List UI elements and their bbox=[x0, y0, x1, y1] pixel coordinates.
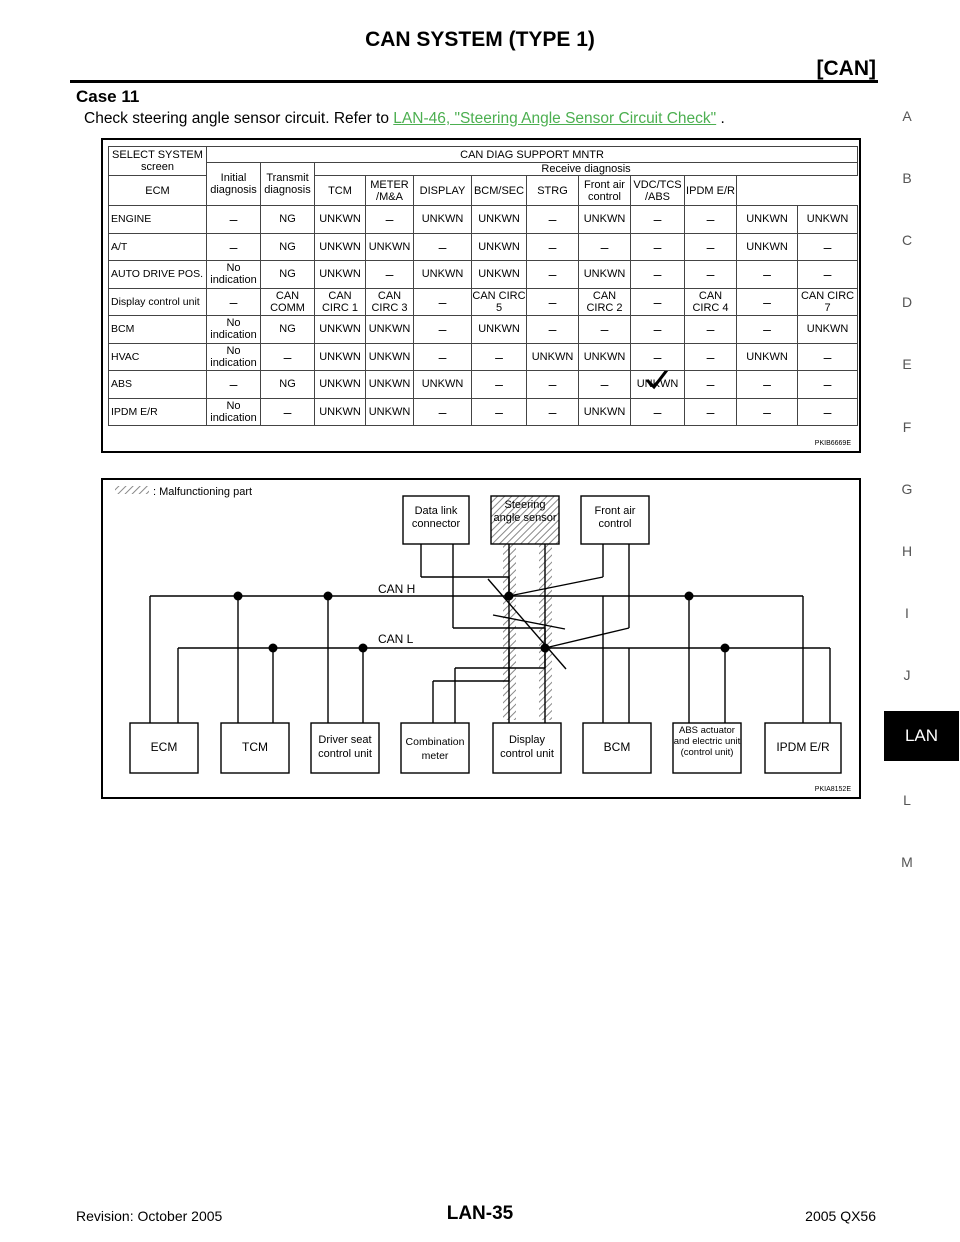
combination-meter-label: Combination meter bbox=[405, 736, 465, 762]
table-cell: – bbox=[631, 206, 685, 234]
table-row bbox=[109, 233, 858, 261]
table-cell: UNKWN bbox=[366, 233, 414, 261]
data-link-connector-label: Data link connector bbox=[411, 505, 461, 530]
section-label: [CAN] bbox=[816, 57, 876, 80]
display-control-unit-label: Display control unit bbox=[500, 734, 554, 760]
table-cell: UNKWN bbox=[472, 233, 527, 261]
table-cell: No indication bbox=[207, 398, 261, 426]
table-row bbox=[109, 316, 858, 344]
table-cell: – bbox=[631, 316, 685, 344]
table-cell: – bbox=[414, 398, 472, 426]
table-cell: CAN CIRC 5 bbox=[472, 289, 526, 314]
wiring-diagram bbox=[103, 480, 859, 797]
legend-hatch-icon bbox=[115, 486, 149, 494]
table-cell: UNKWN bbox=[579, 206, 631, 234]
table-cell: – bbox=[631, 261, 685, 289]
table-cell: – bbox=[798, 343, 858, 371]
table-cell: – bbox=[207, 206, 261, 234]
sidebar-tab-lan[interactable]: LAN bbox=[884, 711, 959, 761]
page-number: LAN-35 bbox=[446, 1203, 514, 1224]
table-cell: – bbox=[798, 371, 858, 399]
diagnosis-table bbox=[108, 146, 858, 426]
ecm-label: ECM bbox=[150, 740, 178, 754]
table-cell: – bbox=[527, 233, 579, 261]
table-cell: – bbox=[685, 316, 737, 344]
table-cell: UNKWN bbox=[472, 316, 527, 344]
junction-dot bbox=[721, 644, 730, 653]
table-cell: – bbox=[737, 261, 798, 289]
can-h-label: CAN H bbox=[378, 582, 416, 596]
table-cell: UNKWN bbox=[737, 343, 798, 371]
table-cell: – bbox=[472, 343, 527, 371]
row-label: AUTO DRIVE POS. bbox=[109, 261, 207, 289]
table-cell: UNKWN bbox=[631, 371, 685, 399]
table-cell: UNKWN bbox=[737, 206, 798, 234]
table-cell: – bbox=[261, 343, 315, 371]
table-cell: – bbox=[631, 233, 685, 261]
table-cell: UNKWN bbox=[315, 398, 366, 426]
row-label: ENGINE bbox=[109, 206, 207, 234]
column-header: DISPLAY bbox=[414, 176, 472, 206]
table-cell: UNKWN bbox=[366, 398, 414, 426]
table-cell: – bbox=[527, 288, 579, 316]
junction-dots bbox=[234, 592, 730, 653]
table-cell: – bbox=[737, 398, 798, 426]
table-cell: UNKWN bbox=[366, 371, 414, 399]
table-row bbox=[109, 288, 858, 316]
table-cell: – bbox=[207, 233, 261, 261]
table-cell: – bbox=[737, 371, 798, 399]
table-cell: NG bbox=[261, 316, 315, 344]
table-cell: – bbox=[414, 288, 472, 316]
column-header: STRG bbox=[527, 176, 579, 206]
instruction bbox=[84, 110, 725, 128]
table-cell: UNKWN bbox=[579, 343, 631, 371]
table-cell: UNKWN bbox=[798, 206, 858, 234]
junction-dot bbox=[324, 592, 333, 601]
table-cell: CAN CIRC 1 bbox=[315, 288, 366, 316]
table-cell: UNKWN bbox=[366, 316, 414, 344]
table-cell: – bbox=[366, 206, 414, 234]
sidebar-letter[interactable]: G bbox=[901, 481, 913, 497]
page-title: CAN SYSTEM (TYPE 1) bbox=[365, 28, 595, 51]
table-cell: – bbox=[631, 398, 685, 426]
table-cell: UNKWN bbox=[798, 316, 858, 344]
table-cell: UNKWN bbox=[737, 233, 798, 261]
table-cell: UNKWN bbox=[315, 343, 366, 371]
table-cell: – bbox=[527, 261, 579, 289]
table-cell: No indication bbox=[207, 316, 261, 344]
table-cell: No indication bbox=[207, 343, 261, 371]
table-cell: – bbox=[798, 233, 858, 261]
column-header: IPDM E/R bbox=[685, 176, 737, 206]
table-cell: UNKWN bbox=[414, 206, 472, 234]
sidebar-letter[interactable]: F bbox=[902, 419, 912, 435]
row-label: ABS bbox=[109, 371, 207, 399]
table-cell: UNKWN bbox=[472, 261, 527, 289]
column-header: Front air control bbox=[579, 176, 631, 206]
table-cell: – bbox=[579, 233, 631, 261]
table-cell: CAN CIRC 7 bbox=[798, 288, 858, 316]
table-cell: – bbox=[631, 288, 685, 316]
table-cell: – bbox=[527, 316, 579, 344]
table-cell: – bbox=[261, 398, 315, 426]
table-cell: – bbox=[414, 233, 472, 261]
can-wiring-figure bbox=[101, 478, 861, 799]
can-diag-header: CAN DIAG SUPPORT MNTR bbox=[207, 147, 858, 163]
column-header: VDC/TCS /ABS bbox=[631, 176, 685, 206]
row-label: HVAC bbox=[109, 343, 207, 371]
junction-dot bbox=[269, 644, 278, 653]
table-cell: – bbox=[685, 206, 737, 234]
select-system-header: SELECT SYSTEM screen bbox=[109, 147, 207, 176]
sidebar-letter[interactable]: E bbox=[902, 356, 912, 372]
sidebar-letter[interactable]: M bbox=[901, 854, 913, 870]
sidebar-letter[interactable]: D bbox=[901, 294, 913, 310]
abs-actuator-label: ABS actuator and electric unit (control unit) bbox=[673, 725, 741, 758]
footer-revision: Revision: October 2005 bbox=[76, 1208, 223, 1224]
table-cell: CAN CIRC 4 bbox=[685, 288, 737, 316]
initial-diagnosis-header: Initial diagnosis bbox=[207, 163, 261, 206]
table-cell: CAN CIRC 2 bbox=[579, 288, 631, 316]
table-cell: NG bbox=[261, 206, 315, 234]
legend-text: : Malfunctioning part bbox=[153, 486, 253, 498]
table-row bbox=[109, 261, 858, 289]
instruction-suffix: . bbox=[720, 110, 725, 127]
table-cell: – bbox=[685, 233, 737, 261]
table-cell: – bbox=[527, 398, 579, 426]
sidebar-letter[interactable]: B bbox=[902, 170, 912, 186]
table-cell: – bbox=[579, 316, 631, 344]
table-cell: – bbox=[685, 343, 737, 371]
diagnosis-table-figure bbox=[101, 138, 861, 453]
ipdm-er-label: IPDM E/R bbox=[776, 740, 830, 754]
table-cell: – bbox=[207, 288, 261, 316]
checkmark-icon bbox=[645, 371, 669, 391]
table-cell: – bbox=[798, 398, 858, 426]
table-cell: – bbox=[737, 316, 798, 344]
junction-dot bbox=[685, 592, 694, 601]
table-cell: – bbox=[207, 371, 261, 399]
sidebar-letter[interactable]: C bbox=[901, 232, 913, 248]
table-cell: – bbox=[414, 343, 472, 371]
table-cell: UNKWN bbox=[414, 261, 472, 289]
front-air-control-label: Front air control bbox=[594, 505, 636, 530]
figure-code: PKIA8152E bbox=[814, 786, 851, 793]
sidebar-letter[interactable]: A bbox=[902, 108, 912, 124]
sidebar-letter[interactable]: I bbox=[905, 605, 909, 621]
reference-link[interactable]: LAN-46, "Steering Angle Sensor Circuit Check" bbox=[393, 110, 717, 127]
table-cell: – bbox=[579, 371, 631, 399]
driver-seat-control-unit-label: Driver seat control unit bbox=[318, 734, 372, 760]
wire-lines bbox=[150, 544, 830, 723]
column-header: BCM/SEC bbox=[472, 176, 527, 206]
table-cell: – bbox=[527, 371, 579, 399]
receive-diagnosis-header: Receive diagnosis bbox=[315, 163, 858, 176]
sidebar-letter[interactable]: L bbox=[903, 792, 911, 808]
table-cell: – bbox=[472, 371, 527, 399]
table-cell: – bbox=[737, 288, 798, 316]
table-cell: UNKWN bbox=[315, 261, 366, 289]
row-label: BCM bbox=[109, 316, 207, 344]
table-cell: NG bbox=[261, 371, 315, 399]
row-label: IPDM E/R bbox=[109, 398, 207, 426]
row-label: Display control unit bbox=[109, 288, 207, 316]
table-cell: – bbox=[366, 261, 414, 289]
steering-angle-sensor-label: Steering angle sensor bbox=[493, 499, 557, 524]
table-cell: No indication bbox=[207, 261, 261, 289]
table-cell: – bbox=[631, 343, 685, 371]
table-row bbox=[109, 398, 858, 426]
tcm-label: TCM bbox=[242, 740, 268, 754]
table-cell: – bbox=[472, 398, 527, 426]
header-rule bbox=[70, 80, 878, 83]
table-cell: CAN COMM bbox=[261, 288, 315, 316]
column-header: METER /M&A bbox=[366, 176, 414, 206]
sidebar-letter[interactable]: H bbox=[901, 543, 913, 559]
table-cell: – bbox=[527, 206, 579, 234]
table-cell: – bbox=[685, 398, 737, 426]
column-header: ECM bbox=[109, 176, 207, 206]
footer-model: 2005 QX56 bbox=[805, 1208, 876, 1224]
table-cell: UNKWN bbox=[579, 261, 631, 289]
table-cell: UNKWN bbox=[315, 206, 366, 234]
column-header: TCM bbox=[315, 176, 366, 206]
table-cell: – bbox=[414, 316, 472, 344]
table-cell: UNKWN bbox=[527, 343, 579, 371]
row-label: A/T bbox=[109, 233, 207, 261]
table-row bbox=[109, 371, 858, 399]
table-row bbox=[109, 206, 858, 234]
table-cell: UNKWN bbox=[366, 343, 414, 371]
table-cell: – bbox=[798, 261, 858, 289]
table-cell: UNKWN bbox=[579, 398, 631, 426]
table-cell: CAN CIRC 3 bbox=[366, 288, 414, 316]
table-cell: NG bbox=[261, 233, 315, 261]
figure-code: PKIB6669E bbox=[814, 440, 851, 447]
sidebar-letter[interactable]: J bbox=[903, 667, 911, 683]
junction-dot bbox=[505, 592, 514, 601]
table-row bbox=[109, 343, 858, 371]
case-title: Case 11 bbox=[76, 87, 140, 106]
can-l-label: CAN L bbox=[378, 632, 414, 646]
table-cell: – bbox=[685, 261, 737, 289]
table-cell: UNKWN bbox=[414, 371, 472, 399]
bcm-label: BCM bbox=[603, 740, 631, 754]
table-cell: – bbox=[685, 371, 737, 399]
instruction-text: Check steering angle sensor circuit. Refer to bbox=[84, 110, 389, 127]
table-cell: NG bbox=[261, 261, 315, 289]
table-cell: UNKWN bbox=[472, 206, 527, 234]
table-cell: UNKWN bbox=[315, 233, 366, 261]
junction-dot bbox=[359, 644, 368, 653]
table-cell: UNKWN bbox=[315, 316, 366, 344]
table-cell: UNKWN bbox=[315, 371, 366, 399]
transmit-diagnosis-header: Transmit diagnosis bbox=[261, 163, 315, 206]
junction-dot bbox=[234, 592, 243, 601]
junction-dot bbox=[541, 644, 550, 653]
